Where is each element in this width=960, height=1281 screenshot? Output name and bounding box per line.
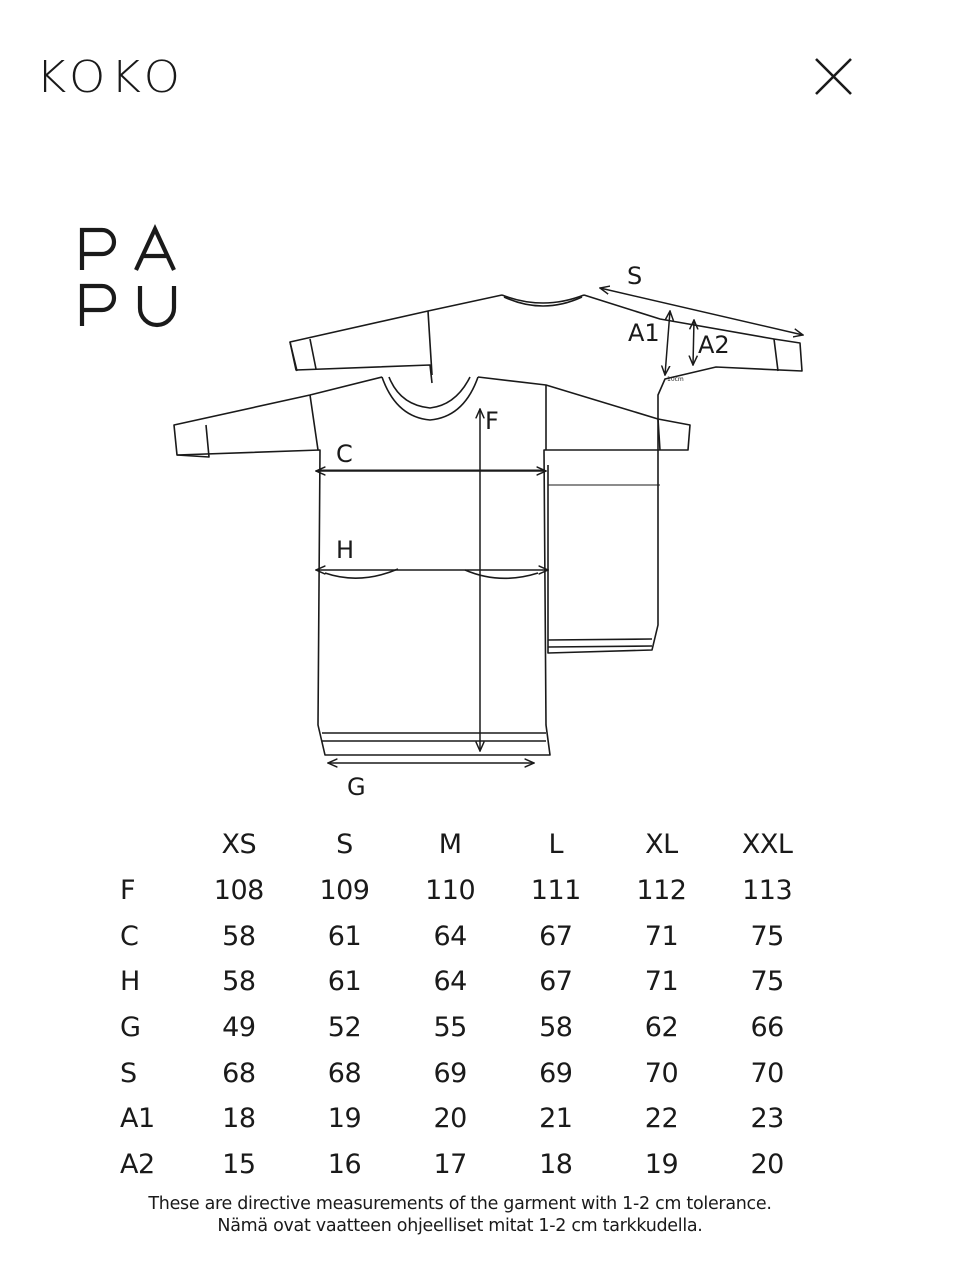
close-icon xyxy=(808,52,858,102)
table-header-row xyxy=(100,822,820,868)
table-cell: 62 xyxy=(644,1012,679,1044)
table-cell: 49 xyxy=(222,1012,256,1044)
table-row xyxy=(100,1005,820,1051)
table-cell: 108 xyxy=(213,875,264,907)
label-f: F xyxy=(485,407,499,435)
table-cell: 61 xyxy=(327,966,362,998)
close-button[interactable] xyxy=(808,52,858,102)
tolerance-note-english: These are directive measurements of the garment with 1-2 cm tolerance. xyxy=(148,1194,772,1214)
table-cell: 111 xyxy=(530,875,581,907)
header-xxl: XXL xyxy=(741,829,793,861)
table-cell: 112 xyxy=(636,875,687,907)
label-a2: A2 xyxy=(698,331,730,359)
table-cell: 55 xyxy=(433,1012,467,1044)
table-cell: 66 xyxy=(750,1012,784,1044)
header-m: M xyxy=(438,829,462,861)
label-h: H xyxy=(336,536,355,564)
table-cell: 58 xyxy=(222,920,256,952)
size-table xyxy=(100,822,820,1188)
table-cell: 75 xyxy=(750,966,784,998)
table-cell: 21 xyxy=(539,1103,573,1135)
row-label: A2 xyxy=(120,1149,155,1181)
table-row xyxy=(100,913,820,959)
tolerance-note-finnish: Nämä ovat vaatteen ohjeelliset mitat 1-2 cm tarkkudella. xyxy=(217,1216,703,1236)
header-l: L xyxy=(548,829,564,861)
table-cell: 52 xyxy=(327,1012,362,1044)
label-cuff: 10cm xyxy=(667,376,684,383)
table-cell: 68 xyxy=(327,1057,362,1089)
table-cell: 70 xyxy=(750,1057,784,1089)
table-cell: 113 xyxy=(742,875,793,907)
garment-diagram xyxy=(160,255,820,800)
table-cell: 20 xyxy=(750,1149,784,1181)
label-c: C xyxy=(336,440,353,468)
table-cell: 61 xyxy=(327,920,362,952)
row-label: F xyxy=(120,875,136,907)
row-label: S xyxy=(120,1057,137,1089)
row-label: C xyxy=(120,920,139,952)
table-cell: 19 xyxy=(327,1103,362,1135)
table-cell: 67 xyxy=(539,966,573,998)
header-empty xyxy=(100,822,186,868)
table-cell: 18 xyxy=(222,1103,256,1135)
table-row xyxy=(100,868,820,914)
table-cell: 23 xyxy=(750,1103,784,1135)
table-cell: 71 xyxy=(644,920,679,952)
table-cell: 75 xyxy=(750,920,784,952)
table-cell: 15 xyxy=(222,1149,256,1181)
table-cell: 67 xyxy=(539,920,573,952)
table-cell: 20 xyxy=(433,1103,467,1135)
table-cell: 110 xyxy=(425,875,476,907)
row-label: H xyxy=(120,966,140,998)
table-row xyxy=(100,959,820,1005)
table-cell: 69 xyxy=(433,1057,467,1089)
label-s: S xyxy=(627,262,643,290)
label-g: G xyxy=(347,773,366,800)
header-s: S xyxy=(336,829,353,861)
table-cell: 70 xyxy=(644,1057,679,1089)
table-cell: 68 xyxy=(222,1057,256,1089)
table-cell: 71 xyxy=(644,966,679,998)
table-cell: 64 xyxy=(433,920,467,952)
table-row xyxy=(100,1096,820,1142)
page-title: KOKO xyxy=(36,52,186,103)
table-row xyxy=(100,1050,820,1096)
table-row xyxy=(100,1142,820,1188)
label-a1: A1 xyxy=(628,319,660,347)
table-cell: 58 xyxy=(539,1012,573,1044)
table-cell: 22 xyxy=(644,1103,679,1135)
row-label: A1 xyxy=(120,1103,155,1135)
table-cell: 58 xyxy=(222,966,256,998)
row-label: G xyxy=(120,1012,141,1044)
table-cell: 19 xyxy=(644,1149,679,1181)
table-cell: 64 xyxy=(433,966,467,998)
table-cell: 18 xyxy=(539,1149,573,1181)
table-cell: 17 xyxy=(433,1149,467,1181)
table-cell: 69 xyxy=(539,1057,573,1089)
header-xl: XL xyxy=(645,829,678,861)
table-cell: 109 xyxy=(319,875,370,907)
header-xs: XS xyxy=(221,829,257,861)
table-cell: 16 xyxy=(327,1149,362,1181)
